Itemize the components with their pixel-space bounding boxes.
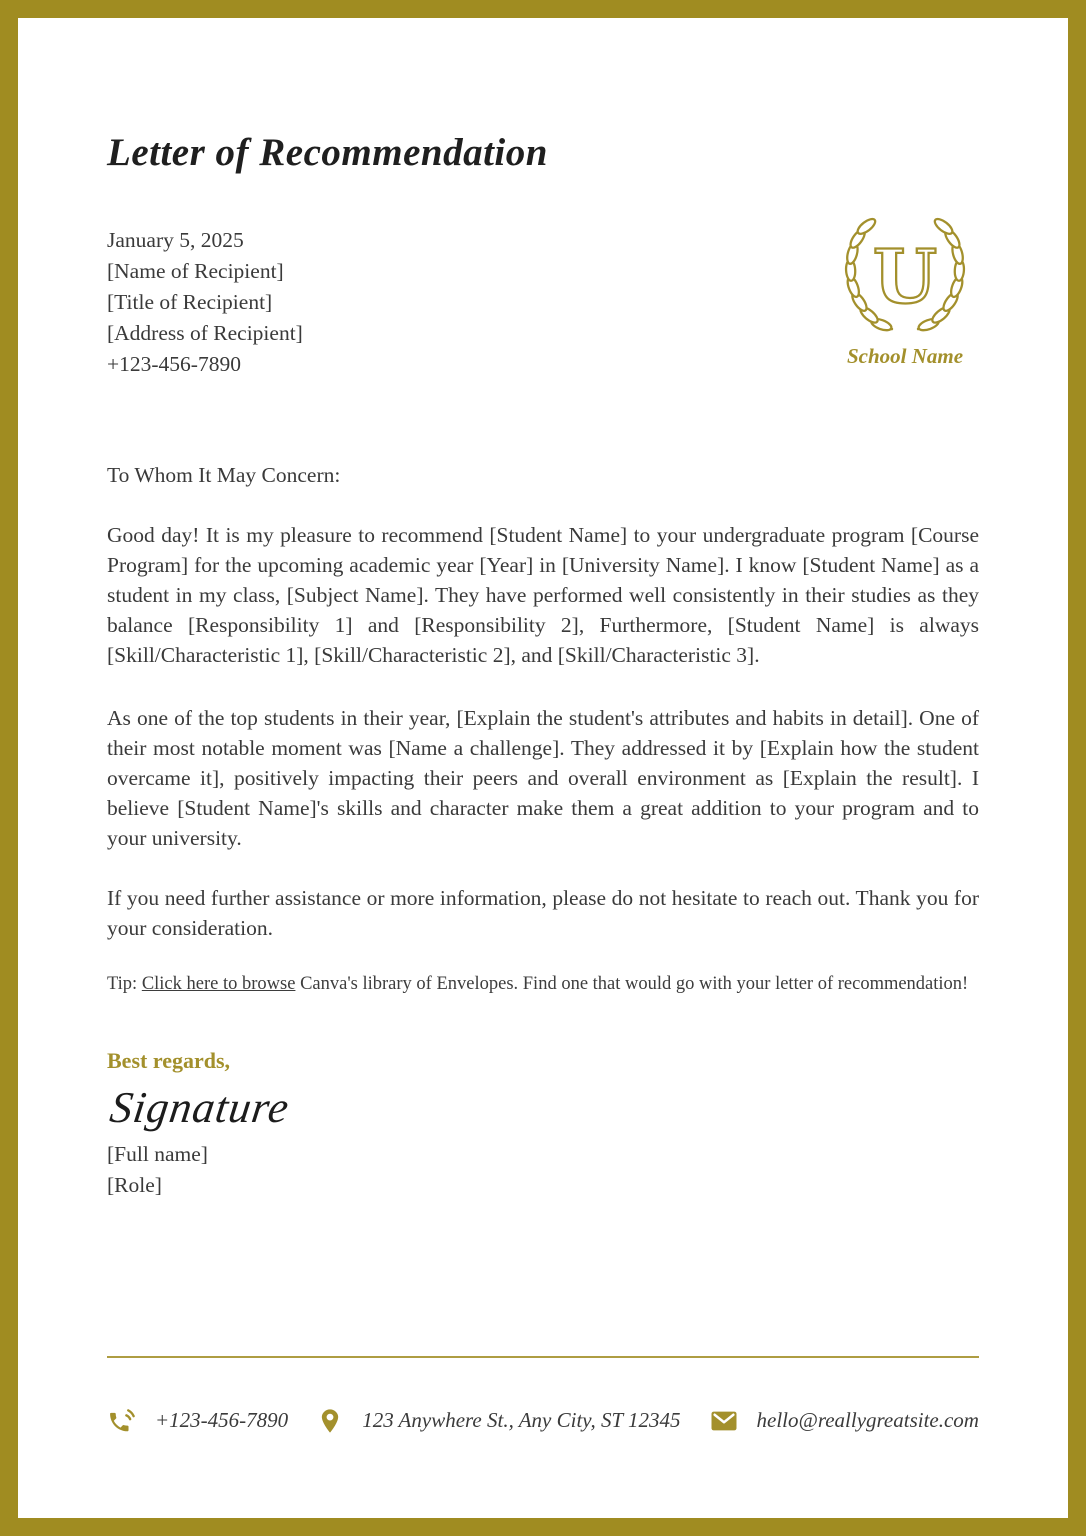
school-brand — [820, 208, 990, 369]
laurel-wreath-u-icon — [830, 208, 980, 336]
school-name: School Name — [846, 344, 964, 368]
signer-role: [Role] — [107, 1173, 162, 1197]
salutation: To Whom It May Concern: — [107, 463, 341, 487]
footer-address-text: 123 Anywhere St., Any City, ST 12345 — [362, 1408, 681, 1432]
letter-title: Letter of Recommendation — [107, 131, 548, 174]
recipient-address: [Address of Recipient] — [107, 321, 303, 345]
browse-envelopes-link[interactable]: Click here to browse — [141, 974, 296, 994]
tip-suffix: Canva's library of Envelopes. Find one that would go with your letter of recommendation! — [295, 974, 969, 994]
email-icon — [709, 1406, 739, 1436]
svg-text:U: U — [872, 234, 938, 321]
recipient-name: [Name of Recipient] — [107, 259, 284, 283]
letter-page — [18, 18, 1068, 1518]
footer-contact-row — [107, 1406, 979, 1436]
footer-address-item — [316, 1406, 680, 1436]
body-paragraph-2: As one of the top students in their year, [Explain the student's attributes and habits in detail]. One of their most notable moment was [Name a challenge]. They addressed it by [Explain how the student overcame it], positively impacting their peers and overall environment as [Explain the result]. I believe [Student Name]'s skills and character make them a great addition to your program and to your university. — [107, 706, 979, 850]
phone-icon — [107, 1406, 137, 1436]
body-paragraph-1: Good day! It is my pleasure to recommend [Student Name] to your undergraduate program [Course Program] for the upcoming academic year [Year] in [University Name]. I know [Student Name] as a student in my class, [Subject Name]. They have performed well consistently in their studies as they balance [Responsibility 1] and [Responsibility 2], Furthermore, [Student Name] is always [Skill/Characteristic 1], [Skill/Characteristic 2], and [Skill/Characteristic 3]. — [107, 523, 979, 667]
letter-footer — [107, 1356, 979, 1436]
tip-prefix: Tip: — [107, 974, 142, 994]
footer-email-item — [709, 1406, 979, 1436]
footer-divider — [107, 1356, 979, 1358]
footer-phone-text: +123-456-7890 — [155, 1408, 289, 1432]
letter-date: January 5, 2025 — [107, 228, 244, 252]
footer-email-text: hello@reallygreatsite.com — [756, 1408, 979, 1432]
signer-full-name: [Full name] — [107, 1142, 208, 1166]
tip-line — [107, 966, 979, 1002]
footer-phone-item — [107, 1406, 288, 1436]
recipient-title: [Title of Recipient] — [107, 290, 273, 314]
signer-block — [107, 1139, 979, 1201]
signature-script: Signature — [107, 1083, 293, 1132]
closing-line: Best regards, — [107, 1048, 231, 1073]
location-pin-icon — [316, 1406, 344, 1436]
letter-content — [18, 130, 1068, 1201]
body-paragraph-3: If you need further assistance or more information, please do not hesitate to reach out. Thank you for your consideration. — [107, 886, 979, 940]
recipient-phone: +123-456-7890 — [107, 352, 241, 376]
